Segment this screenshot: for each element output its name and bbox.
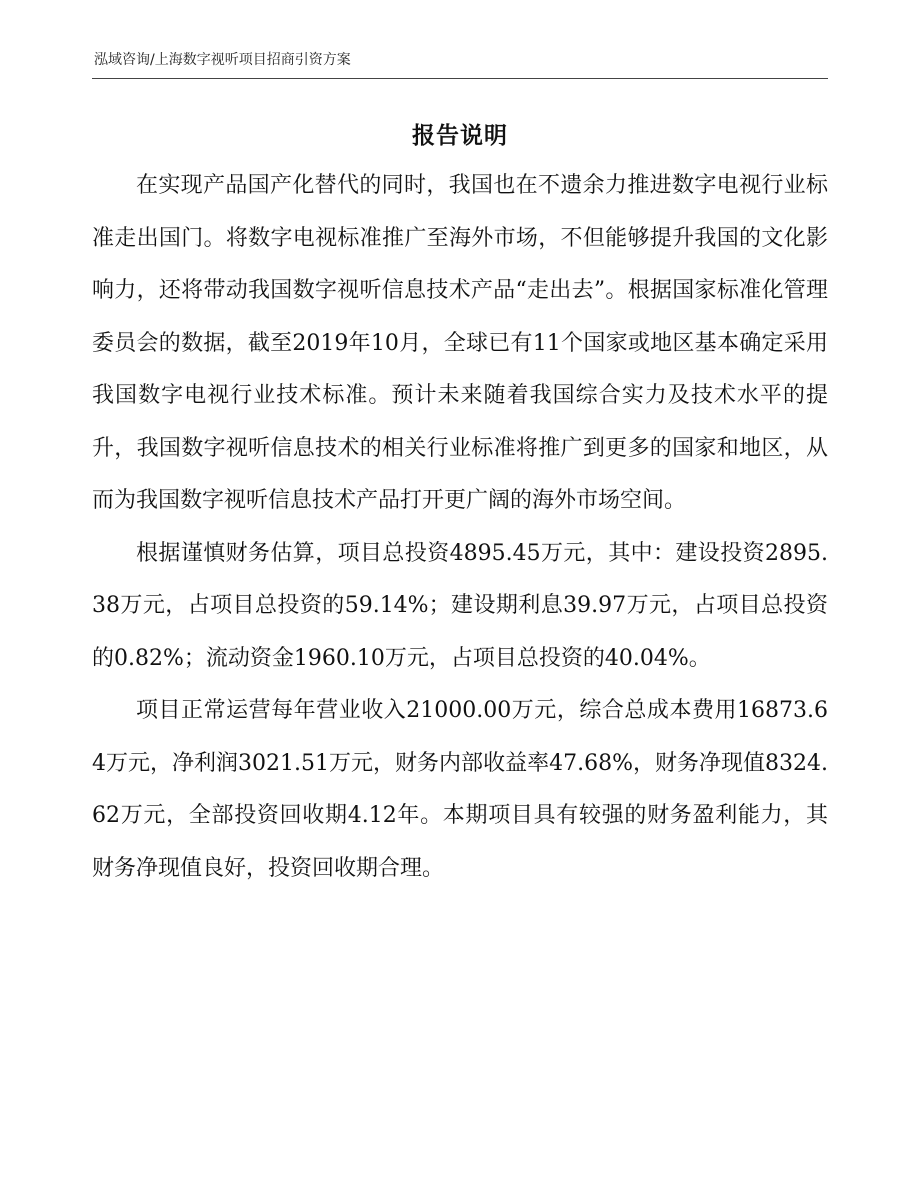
paragraph-revenue: 项目正常运营每年营业收入21000.00万元，综合总成本费用16873.64万元，净利润3021.51万元，财务内部收益率47.68%，财务净现值8324.62万元，全部投资回收期4.12年。本期项目具有较强的财务盈利能力，其财务净现值良好，投资回收期合理。 [92,698,828,881]
paragraph-intro: 在实现产品国产化替代的同时，我国也在不遗余力推进数字电视行业标准走出国门。将数字电视标准推广至海外市场，不但能够提升我国的文化影响力，还将带动我国数字视听信息技术产品“走出去”。根据国家标准化管理委员会的数据，截至2019年10月，全球已有11个国家或地区基本确定采用我国数字电视行业技术标准。预计未来随着我国综合实力及技术水平的提升，我国数字视听信息技术的相关行业标准将推广到更多的国家和地区，从而为我国数字视听信息技术产品打开更广阔的海外市场空间。 [92,173,828,513]
paragraph-investment: 根据谨慎财务估算，项目总投资4895.45万元，其中：建设投资2895.38万元，占项目总投资的59.14%；建设期利息39.97万元，占项目总投资的0.82%；流动资金1960.10万元，占项目总投资的40.04%。 [92,540,828,671]
document-title: 报告说明 [412,123,508,149]
document-body [92,160,828,895]
page-header-breadcrumb: 泓域咨询/上海数字视听项目招商引资方案 [94,52,351,68]
header-divider [92,78,828,79]
